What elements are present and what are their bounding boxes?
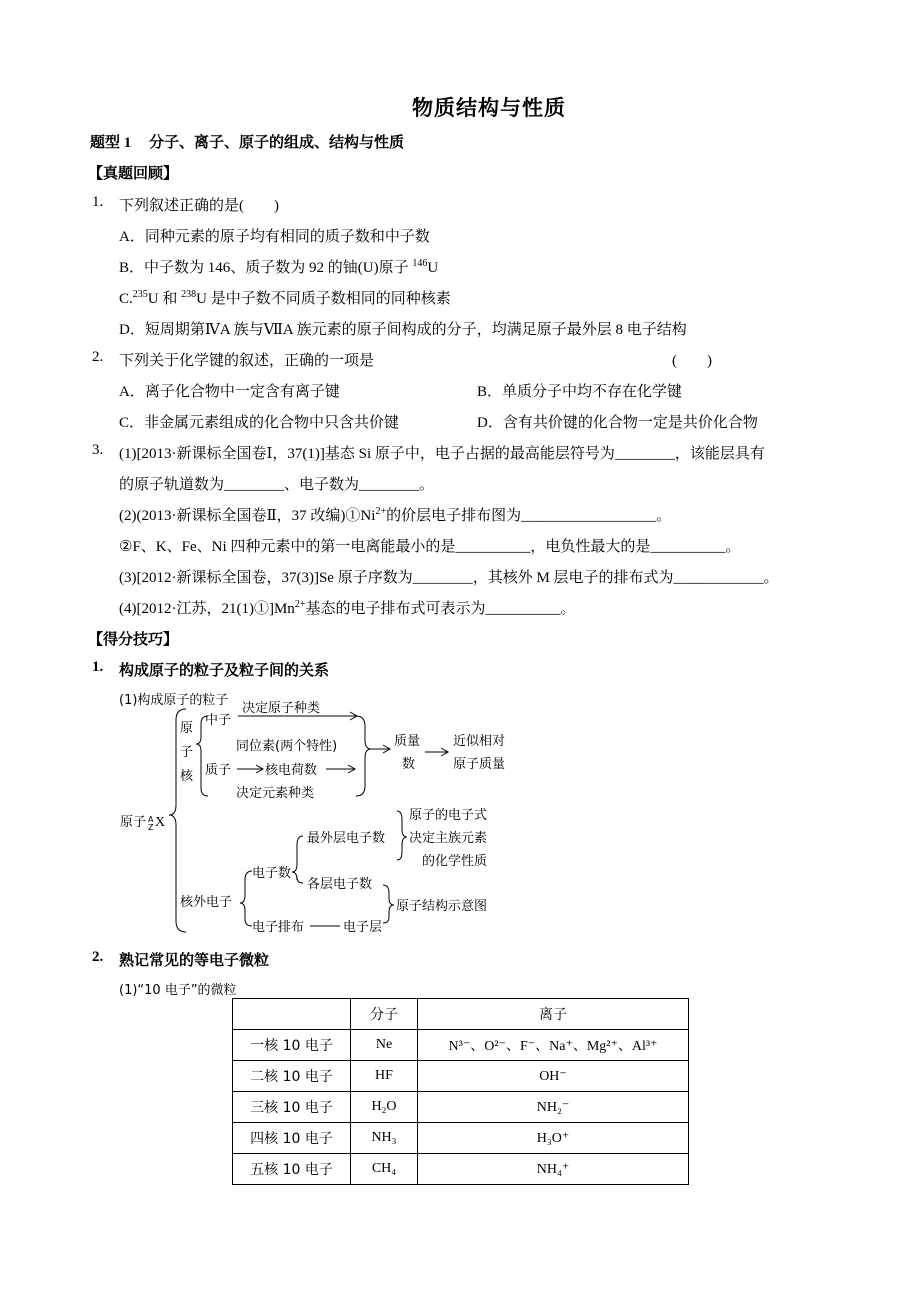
nuclear-charge-label: 核电荷数	[265, 763, 318, 778]
row-ion: OH⁻	[418, 1061, 689, 1092]
atom-mass-index: A	[148, 815, 154, 824]
outermost-electrons-label: 最外层电子数	[307, 831, 386, 846]
atom-proton-index: Z	[148, 823, 154, 832]
row-ion: NH₄⁺	[418, 1154, 689, 1185]
q2-answer-paren: ( )	[672, 353, 712, 369]
decide-atom-type-label: 决定原子种类	[242, 701, 321, 716]
row-label: 一核 10 电子	[233, 1030, 351, 1061]
row-label: 四核 10 电子	[233, 1123, 351, 1154]
q1-number: 1.	[92, 194, 104, 210]
table-row	[233, 1030, 689, 1061]
q1-option-b-text: B．中子数为 146、质子数为 92 的铀(U)原子	[119, 260, 413, 276]
row-label: 二核 10 电子	[233, 1061, 351, 1092]
q1-option-c-prefix: C.	[119, 291, 133, 307]
table-header-molecule: 分子	[351, 999, 418, 1030]
row-molecule: CH₄	[351, 1154, 418, 1185]
q3-part3: (3)[2012·新课标全国卷，37(3)]Se 原子序数为________，其核外 M 层电子的排布式为____________。	[119, 570, 779, 586]
row-label: 三核 10 电子	[233, 1092, 351, 1123]
nucleus-label-2: 子	[180, 745, 194, 760]
tip2-title: 熟记常见的等电子微粒	[119, 953, 270, 969]
table-row	[233, 1092, 689, 1123]
q2-option-b: B．单质分子中均不存在化学键	[477, 384, 683, 400]
tip2-number: 2.	[92, 949, 104, 965]
atom-symbol: X	[155, 815, 166, 830]
q1-option-c-mass1: 235	[132, 289, 148, 300]
table-header-blank	[233, 999, 351, 1030]
chemical-property-label: 的化学性质	[422, 854, 488, 869]
section-text: 分子、离子、原子的组成、结构与性质	[149, 135, 405, 151]
q3-part2-line2: ②F、K、Fe、Ni 四种元素中的第一电离能最小的是__________，电负性最大的是__________。	[119, 539, 741, 555]
structure-diagram-label: 原子结构示意图	[396, 899, 488, 914]
section-label: 题型 1	[90, 135, 132, 151]
table-row	[233, 1061, 689, 1092]
q3-part2-suffix: 的价层电子排布图为__________________。	[386, 508, 672, 524]
q2-option-c: C．非金属元素组成的化合物中只含共价键	[119, 415, 400, 431]
q2-stem: 下列关于化学键的叙述，正确的一项是	[119, 353, 375, 369]
q1-option-d: D．短周期第ⅣA 族与ⅦA 族元素的原子间构成的分子，均满足原子最外层 8 电子结构	[119, 322, 687, 338]
q1-option-c-mass2: 238	[181, 289, 197, 300]
proton-label: 质子	[205, 763, 232, 778]
nucleus-label-1: 原	[180, 721, 194, 736]
page-title: 物质结构与性质	[412, 96, 566, 120]
tip2-subtitle: (1)“10 电子”的微粒	[119, 983, 237, 998]
mass-number-label-1: 质量	[394, 734, 421, 749]
electron-arrangement-label: 电子排布	[252, 920, 305, 935]
table-header-ion: 离子	[418, 999, 689, 1030]
q1-option-c-text: U 是中子数不同质子数相同的同种核素	[196, 291, 451, 307]
tips-heading: 【得分技巧】	[88, 632, 179, 648]
q2-option-d: D．含有共价键的化合物一定是共价化合物	[477, 415, 758, 431]
relative-mass-label-1: 近似相对	[453, 734, 506, 749]
q3-part1-line1: (1)[2013·新课标全国卷Ⅰ，37(1)]基态 Si 原子中，电子占据的最高能层符号为________，该能层具有	[119, 446, 765, 462]
tip1-subtitle: (1)构成原子的粒子	[119, 693, 229, 708]
tip1-number: 1.	[92, 659, 104, 675]
table-row	[233, 1154, 689, 1185]
neutron-label: 中子	[205, 713, 232, 728]
table-row	[233, 1123, 689, 1154]
outer-electrons-label: 核外电子	[180, 895, 233, 910]
q1-option-b-symbol: U	[427, 260, 439, 276]
table-header-row	[233, 999, 689, 1030]
row-ion: NH₂⁻	[418, 1092, 689, 1123]
q3-part4-suffix: 基态的电子排布式可表示为__________。	[305, 601, 576, 617]
q2-number: 2.	[92, 349, 104, 365]
q3-part2-prefix: (2)(2013·新课标全国卷Ⅱ，37 改编)①Ni	[119, 508, 376, 524]
relative-mass-label-2: 原子质量	[453, 757, 506, 772]
q1-option-b-mass: 146	[412, 258, 428, 269]
q3-part4-prefix: (4)[2012·江苏，21(1)①]Mn	[119, 601, 295, 617]
review-heading: 【真题回顾】	[88, 166, 179, 182]
layer-electrons-label: 各层电子数	[307, 877, 373, 892]
row-molecule: Ne	[351, 1030, 418, 1061]
row-ion: N³⁻、O²⁻、F⁻、Na⁺、Mg²⁺、Al³⁺	[418, 1030, 689, 1061]
atom-label: 原子	[120, 815, 147, 830]
main-group-label: 决定主族元素	[409, 831, 488, 846]
row-label: 五核 10 电子	[233, 1154, 351, 1185]
row-molecule: H₂O	[351, 1092, 418, 1123]
q3-number: 3.	[92, 442, 104, 458]
q3-part2-charge: 2+	[375, 506, 387, 517]
row-ion: H₃O⁺	[418, 1123, 689, 1154]
q1-stem: 下列叙述正确的是( )	[119, 198, 279, 214]
nucleus-label-3: 核	[180, 769, 194, 784]
q1-option-a: A．同种元素的原子均有相同的质子数和中子数	[119, 229, 430, 245]
electron-shell-label: 电子层	[343, 920, 383, 935]
row-molecule: HF	[351, 1061, 418, 1092]
q1-option-c-middle: U 和	[147, 291, 182, 307]
isotope-label: 同位素(两个特性)	[236, 739, 338, 754]
electron-formula-label: 原子的电子式	[409, 808, 488, 823]
q2-option-a: A．离子化合物中一定含有离子键	[119, 384, 340, 400]
ten-electron-table	[232, 998, 689, 1185]
decide-element-label: 决定元素种类	[236, 786, 315, 801]
row-molecule: NH₃	[351, 1123, 418, 1154]
q3-part4-charge: 2+	[294, 599, 306, 610]
mass-number-label-2: 数	[402, 757, 416, 772]
tip1-title: 构成原子的粒子及粒子间的关系	[119, 663, 330, 679]
q3-part1-line2: 的原子轨道数为________、电子数为________。	[119, 477, 435, 493]
electron-count-label: 电子数	[252, 866, 292, 881]
